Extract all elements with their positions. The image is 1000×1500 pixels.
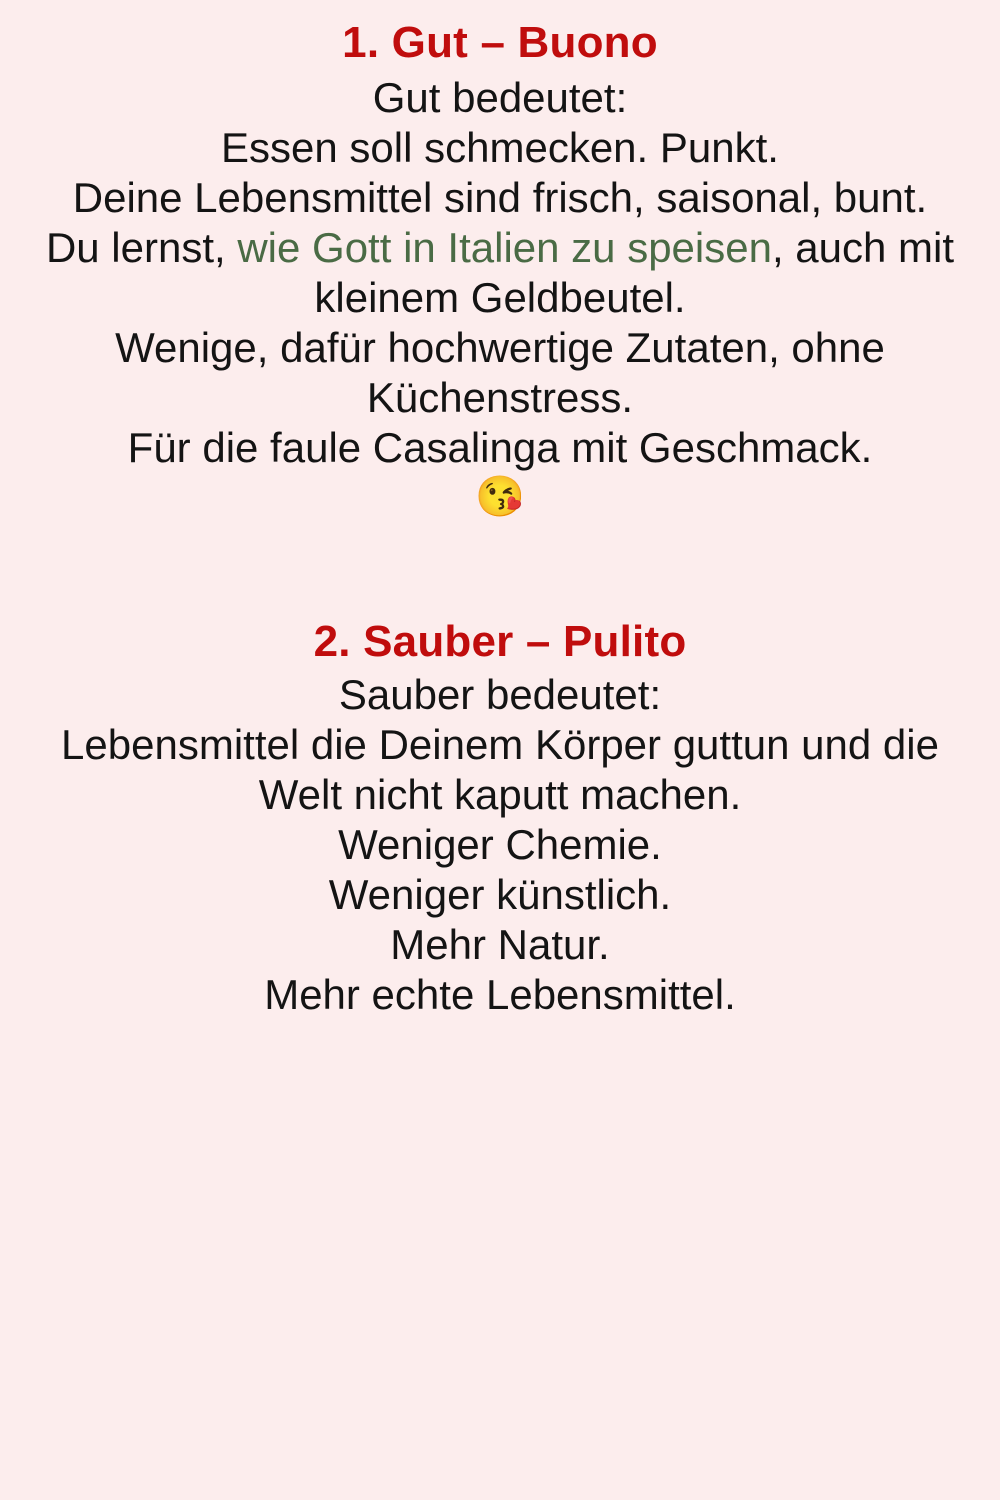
section-title: 1. Gut – Buono: [342, 18, 658, 67]
section-sauber-pulito: [16, 617, 984, 1020]
line-prefix: Du lernst,: [45, 224, 238, 272]
kissing-face-emoji: 😘: [475, 475, 525, 520]
section-gut-buono: [16, 18, 984, 521]
body-line: Lebensmittel die Deinem Körper guttun und die Welt nicht kaputt machen.: [61, 721, 939, 819]
body-line: Weniger Chemie.: [338, 821, 662, 869]
body-line-highlighted: [16, 223, 984, 323]
section-title: 2. Sauber – Pulito: [313, 617, 687, 667]
highlighted-phrase: wie Gott in Italien zu speisen: [237, 224, 772, 272]
body-line: Sauber bedeutet:: [338, 671, 662, 719]
body-line: Essen soll schmecken. Punkt.: [221, 124, 779, 172]
body-line: Gut bedeutet:: [372, 74, 628, 122]
body-line: Wenige, dafür hochwertige Zutaten, ohne Küchenstress.: [115, 324, 885, 422]
body-line: Mehr Natur.: [390, 921, 610, 969]
section-spacer: [16, 521, 984, 617]
line-suffix: , auch mit kleinem Geldbeutel.: [314, 224, 955, 322]
body-line: Weniger künstlich.: [328, 871, 672, 919]
body-line: Deine Lebensmittel sind frisch, saisonal, bunt.: [72, 174, 928, 222]
body-line: Mehr echte Lebensmittel.: [264, 971, 736, 1019]
body-line: Für die faule Casalinga mit Geschmack.: [127, 424, 873, 472]
